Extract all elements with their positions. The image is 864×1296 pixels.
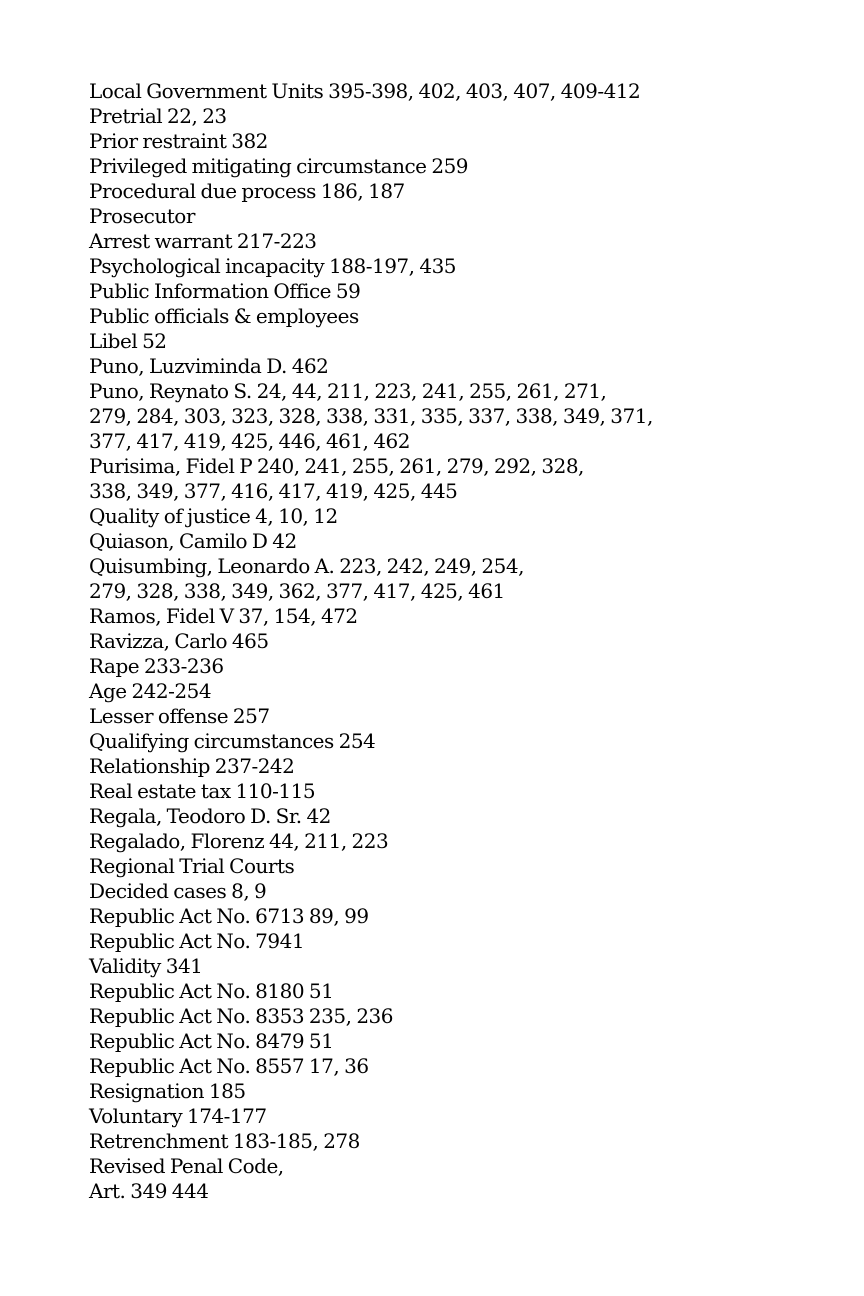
index-subentry: Art. 349 444 [89,1179,209,1203]
index-entry: Privileged mitigating circumstance 259 [89,154,469,178]
index-subentry: Age 242-254 [89,679,212,703]
index-entry: Pretrial 22, 23 [89,104,227,128]
index-entry: Prosecutor [89,204,195,228]
index-entry: Regional Trial Courts [89,854,295,878]
index-entry: Procedural due process 186, 187 [89,179,405,203]
index-entry: Ravizza, Carlo 465 [89,629,269,653]
index-entry: Rape 233-236 [89,654,224,678]
index-subentry: Voluntary 174-177 [89,1104,267,1128]
index-entry: Purisima, Fidel P 240, 241, 255, 261, 279, 292, 328, [89,454,584,478]
index-subentry: Validity 341 [89,954,203,978]
index-entry-continuation: 279, 328, 338, 349, 362, 377, 417, 425, 461 [89,579,505,603]
index-entry-continuation: 338, 349, 377, 416, 417, 419, 425, 445 [89,479,458,503]
index-subentry: Libel 52 [89,329,167,353]
index-entry: Real estate tax 110-115 [89,779,316,803]
index-entry: Regala, Teodoro D. Sr. 42 [89,804,331,828]
index-entry-continuation: 377, 417, 419, 425, 446, 461, 462 [89,429,411,453]
index-entry: Public Information Office 59 [89,279,361,303]
index-entry: Republic Act No. 6713 89, 99 [89,904,369,928]
index-entry: Puno, Reynato S. 24, 44, 211, 223, 241, 255, 261, 271, [89,379,607,403]
index-entry: Republic Act No. 8557 17, 36 [89,1054,369,1078]
index-subentry: Lesser offense 257 [89,704,270,728]
index-subentry: Relationship 237-242 [89,754,295,778]
index-entry: Retrenchment 183-185, 278 [89,1129,360,1153]
index-entry: Resignation 185 [89,1079,246,1103]
index-entry: Local Government Units 395-398, 402, 403, 407, 409-412 [89,79,641,103]
index-entry: Revised Penal Code, [89,1154,284,1178]
index-list [89,79,653,1204]
index-entry: Puno, Luzviminda D. 462 [89,354,329,378]
index-entry: Regalado, Florenz 44, 211, 223 [89,829,389,853]
index-subentry: Decided cases 8, 9 [89,879,267,903]
index-entry: Quality of justice 4, 10, 12 [89,504,338,528]
index-subentry: Arrest warrant 217-223 [89,229,317,253]
index-entry: Ramos, Fidel V 37, 154, 472 [89,604,358,628]
index-entry: Prior restraint 382 [89,129,268,153]
index-entry: Quiason, Camilo D 42 [89,529,297,553]
index-entry: Republic Act No. 8180 51 [89,979,334,1003]
index-entry: Republic Act No. 8353 235, 236 [89,1004,393,1028]
index-entry: Republic Act No. 7941 [89,929,305,953]
index-entry: Republic Act No. 8479 51 [89,1029,334,1053]
index-entry: Public officials & employees [89,304,359,328]
index-entry: Psychological incapacity 188-197, 435 [89,254,457,278]
index-subentry: Qualifying circumstances 254 [89,729,376,753]
index-entry: Quisumbing, Leonardo A. 223, 242, 249, 254, [89,554,524,578]
index-entry-continuation: 279, 284, 303, 323, 328, 338, 331, 335, 337, 338, 349, 371, [89,404,653,428]
